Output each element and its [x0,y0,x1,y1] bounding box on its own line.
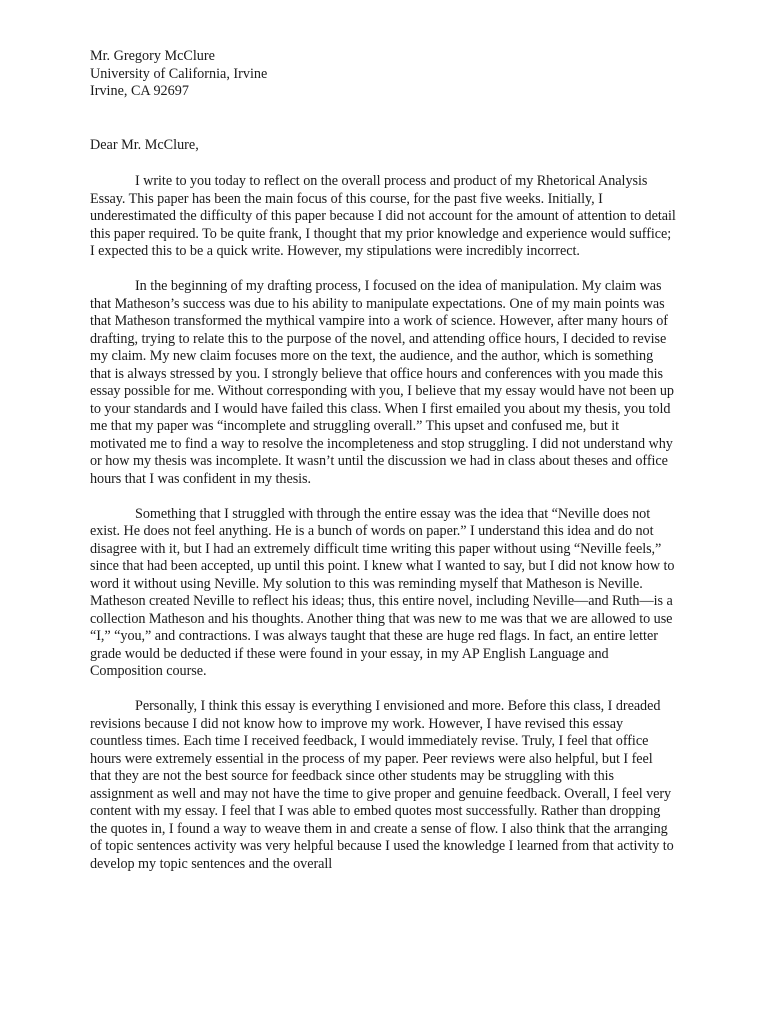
paragraph-2: In the beginning of my drafting process, I focused on the idea of manipulation. My claim was that Matheson’s success was due to his ability to manipulate expectations. One of my main points was that Matheson transformed the mythical vampire into a work of science. However, after many hours of drafting, trying to relate this to the purpose of the novel, and attending office hours, I decided to revise my claim. My new claim focuses more on the text, the audience, and the author, which is something that is always stressed by you. I strongly believe that office hours and conferences with you made this essay possible for me. Without corresponding with you, I believe that my essay would have not been up to your standards and I would have failed this class. When I first emailed you about my thesis, you told me that my paper was “incomplete and struggling overall.” This upset and confused me, but it motivated me to find a way to resolve the incompleteness and stop struggling. I did not understand why or how my thesis was incomplete. It wasn’t until the discussion we had in class about theses and office hours that I was confident in my thesis. [90,278,674,487]
paragraph-4: Personally, I think this essay is everything I envisioned and more. Before this class, I dreaded revisions because I did not know how to improve my work. However, I have revised this essay countless times. Each time I received feedback, I would immediately revise. Truly, I feel that office hours were extremely essential in the process of my paper. Peer reviews were also helpful, but I feel that they are not the best source for feedback since other students may be struggling with this assignment as well and may not have the time to give proper and genuine feedback. Overall, I feel very content with my essay. I feel that I was able to embed quotes most successfully. Rather than dropping the quotes in, I found a way to weave them in and create a sense of flow. I also think that the arranging of topic sentences activity was very helpful because I used the knowledge I learned from that activity to develop my topic sentences and the overall [90,698,674,872]
recipient-city: Irvine, CA 92697 [90,83,189,99]
recipient-address [90,48,690,101]
recipient-name: Mr. Gregory McClure [90,48,215,64]
salutation: Dear Mr. McClure, [90,137,199,153]
paragraph-3: Something that I struggled with through the entire essay was the idea that “Neville does not exist. He does not feel anything. He is a bunch of words on paper.” I understand this idea and do not disagree with it, but I had an extremely difficult time writing this paper without using “Neville feels,” since that had been accepted, up until this point. I knew what I wanted to say, but I did not know how to word it without using Neville. My solution to this was reminding myself that Matheson is Neville. Matheson created Neville to reflect his ideas; thus, this entire novel, including Neville—and Ruth—is a collection Matheson and his thoughts. Another thing that was new to me was that we are allowed to use “I,” “you,” and contractions. I was always taught that these are huge red flags. In fact, an entire letter grade would be deducted if these were found in your essay, in my AP English Language and Composition course. [90,505,675,679]
recipient-institution: University of California, Irvine [90,65,268,82]
paragraph-1: I write to you today to reflect on the overall process and product of my Rhetorical Analysis Essay. This paper has been the main focus of this course, for the past five weeks. Initially, I underestimated the difficulty of this paper because I did not account for the amount of attention to detail this paper required. To be quite frank, I thought that my prior knowledge and experience would suffice; I expected this to be a quick write. However, my stipulations were incredibly incorrect. [90,173,676,259]
letter-body [90,173,676,891]
